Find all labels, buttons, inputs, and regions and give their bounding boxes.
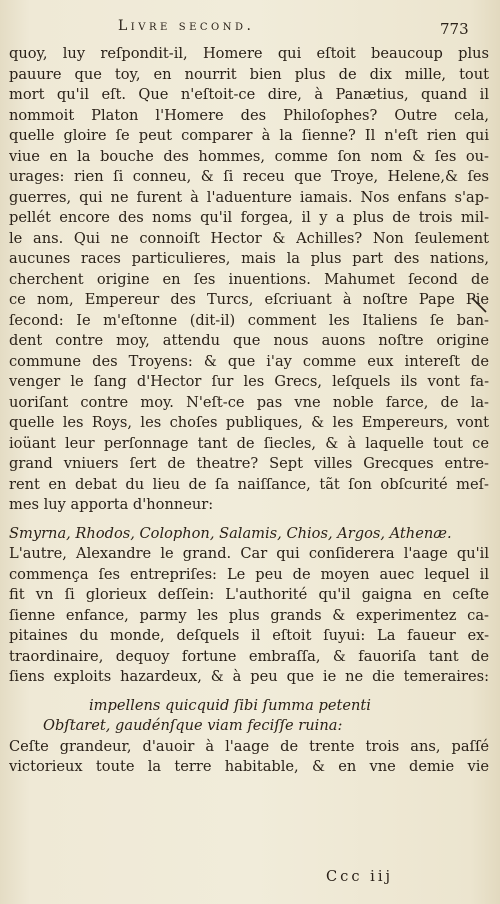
text-line: commune des Troyens: & que i'ay comme eux intereſt de (9, 352, 489, 370)
verse-line: Obſtaret, gaudénſque viam feciſſe ruina: (43, 717, 343, 734)
text-line: pellét encore des noms qu'il forgea, il y a plus de trois mil- (9, 209, 489, 226)
text-line: fit vn ſi glorieux deſſein: L'authorité qu'il gaigna en ceſte (9, 586, 489, 603)
text-line: aucunes races particulieres, mais la plus part des nations, (9, 250, 489, 267)
spacer (9, 516, 489, 524)
text-line: ſecond: Ie m'eſtonne (dit-il) comment les Italiens ſe ban- (9, 311, 489, 329)
text-line: quelle gloire ſe peut comparer à la ſienne? Il n'eſt rien qui (9, 127, 489, 144)
text-line: commença ſes entrepriſes: Le peu de moyen auec lequel il (9, 565, 489, 583)
main-text (9, 44, 489, 778)
verse-line: impellens quicquid ſibi ſumma petenti (89, 696, 371, 714)
text-line: dent contre moy, attendu que nous auons noſtre origine (9, 332, 489, 349)
text-line: pitaines du monde, deſquels il eſtoit ſuyui: La faueur ex- (9, 627, 489, 644)
margin-pen-mark (470, 296, 490, 316)
text-line: viue en la bouche des hommes, comme ſon nom & ſes ou- (9, 147, 489, 165)
text-line: grand vniuers ſert de theatre? Sept villes Grecques entre- (9, 455, 489, 472)
text-line: urages: rien ſi conneu, & ſi receu que Troye, Helene,& ſes (9, 168, 489, 185)
text-line: quelle les Roys, les choſes publiques, & les Empereurs, vont (9, 414, 489, 431)
text-line: cherchent origine en ſes inuentions. Mahumet ſecond de (9, 270, 489, 288)
text-line: victorieux toute la terre habitable, & en vne demie vie (9, 758, 489, 775)
text-line: mort qu'il eſt. Que n'eſtoit-ce dire, à Panætius, quand il (9, 86, 489, 103)
running-head: Livre second. (118, 18, 255, 34)
text-line: ſienne enfance, parmy les plus grands & experimentez ca- (9, 606, 489, 624)
text-line: L'autre, Alexandre le grand. Car qui conſiderera l'aage qu'il (9, 545, 489, 562)
text-line: Ceſte grandeur, d'auoir à l'aage de trente trois ans, paſſé (9, 737, 489, 755)
text-line: guerres, qui ne furent à l'aduenture iamais. Nos enfans s'ap- (9, 188, 489, 206)
spacer (9, 688, 489, 696)
text-line: rent en debat du lieu de ſa naiſſance, tãt ſon obſcurité meſ- (9, 475, 489, 493)
text-line: pauure que toy, en nourrit bien plus de dix mille, tout (9, 65, 489, 83)
text-line: le ans. Qui ne connoiſt Hector & Achilles? Non ſeulement (9, 229, 489, 247)
text-line: uoriſant contre moy. N'eſt-ce pas vne noble farce, de la- (9, 393, 489, 411)
text-line: mes luy apporta d'honneur: (9, 496, 214, 513)
verse-line: Smyrna, Rhodos, Colophon, Salamis, Chios, Argos, Athenæ. (9, 524, 452, 542)
signature-mark: Ccc iij (326, 868, 394, 885)
text-line: quoy, luy reſpondit-il, Homere qui eſtoit beaucoup plus (9, 45, 489, 62)
text-line: ſiens exploits hazardeux, & à peu que ie ne die temeraires: (9, 668, 489, 685)
text-line: traordinaire, dequoy fortune embraſſa, & fauoriſa tant de (9, 647, 489, 665)
text-line: ce nom, Empereur des Turcs, eſcriuant à noſtre Pape Pie (9, 291, 489, 308)
text-line: ioüant leur perſonnage tant de ſiecles, & à laquelle tout ce (9, 434, 489, 452)
text-line: nommoit Platon l'Homere des Philoſophes? Outre cela, (9, 106, 489, 124)
page-header (0, 14, 500, 38)
text-line: venger le ſang d'Hector ſur les Grecs, leſquels ils vont fa- (9, 373, 489, 390)
page-number: 773 (440, 20, 469, 38)
